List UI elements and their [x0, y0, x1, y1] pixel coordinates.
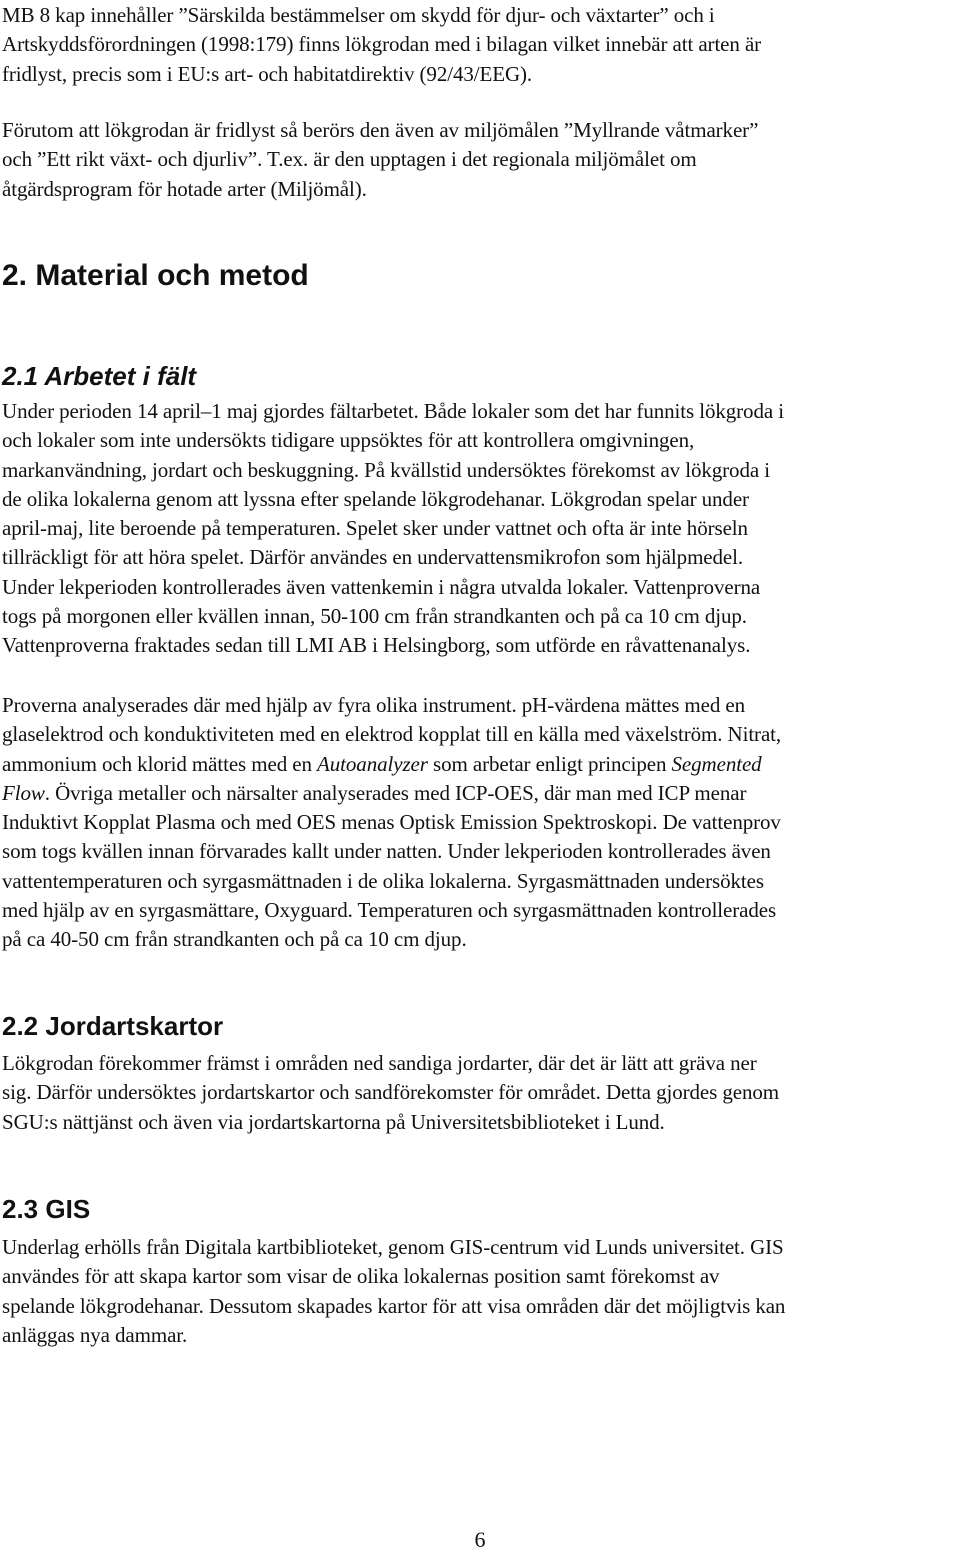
text-line: MB 8 kap innehåller ”Särskilda bestämmelser om skydd för djur- och växtarter” och i	[2, 3, 715, 27]
text-line: de olika lokalerna genom att lyssna efter spelande lökgrodehanar. Lökgrodan spelar under	[2, 486, 749, 511]
italic-term: Autoanalyzer	[317, 751, 428, 776]
text-segment: som arbetar enligt principen	[427, 751, 672, 776]
italic-term: Flow	[2, 780, 45, 805]
text-segment: . Övriga metaller och närsalter analyserades med ICP-OES, där man med ICP menar	[44, 780, 747, 805]
text-line: anläggas nya dammar.	[2, 1322, 188, 1347]
paragraph-analysis	[2, 691, 960, 955]
text-segment: ammonium och klorid mättes med en	[2, 751, 318, 776]
text-line: spelande lökgrodehanar. Dessutom skapades kartor för att visa områden där det möjligtvis kan	[2, 1293, 786, 1318]
text-line: april-maj, lite beroende på temperaturen. Spelet sker under vattnet och ofta är inte hörseln	[2, 516, 748, 541]
heading-text: 2.3 GIS	[2, 1194, 91, 1224]
text-line: tillräckligt för att höra spelet. Därför användes en undervattensmikrofon som hjälpmedel.	[2, 545, 744, 570]
text-line: sig. Därför undersöktes jordartskartor och sandförekomster för området. Detta gjordes genom	[2, 1080, 779, 1105]
paragraph-intro-law	[2, 1, 960, 89]
paragraph-text	[2, 397, 960, 661]
paragraph-text	[2, 116, 960, 204]
heading-text: 2.1 Arbetet i fält	[2, 361, 197, 391]
heading-text: 2. Material och metod	[2, 259, 309, 292]
text-line: åtgärdsprogram för hotade arter (Miljömål).	[2, 176, 367, 201]
text-line: togs på morgonen eller kvällen innan, 50-100 cm från strandkanten och på ca 10 cm djup.	[2, 604, 747, 629]
italic-term: Segmented	[671, 751, 762, 776]
subsection-heading-arbetet-i-falt	[2, 360, 196, 392]
text-line: Underlag erhölls från Digitala kartbiblioteket, genom GIS-centrum vid Lunds universitet. GIS	[2, 1235, 784, 1259]
text-line: Under perioden 14 april–1 maj gjordes fältarbetet. Både lokaler som det har funnits lökgroda i	[2, 399, 784, 423]
paragraph-text	[2, 1049, 960, 1137]
text-line: Artskyddsförordningen (1998:179) finns lökgrodan med i bilagan vilket innebär att arten är	[2, 32, 762, 57]
text-line: SGU:s nättjänst och även via jordartskartorna på Universitetsbiblioteket i Lund.	[2, 1109, 665, 1134]
text-line: på ca 40-50 cm från strandkanten och på ca 10 cm djup.	[2, 927, 467, 952]
paragraph-text	[2, 1, 960, 89]
text-line	[2, 779, 960, 808]
paragraph-text	[2, 691, 960, 955]
page-number: 6	[474, 1527, 486, 1552]
paragraph-text	[2, 1233, 960, 1350]
text-line: Lökgrodan förekommer främst i områden ned sandiga jordarter, där det är lätt att gräva ner	[2, 1051, 757, 1075]
text-line: Induktivt Kopplat Plasma och med OES menas Optisk Emission Spektroskopi. De vattenprov	[2, 810, 781, 835]
text-line: fridlyst, precis som i EU:s art- och habitatdirektiv (92/43/EEG).	[2, 61, 533, 86]
text-line: Vattenproverna fraktades sedan till LMI AB i Helsingborg, som utförde en råvattenanalys.	[2, 633, 751, 658]
heading-text: 2.2 Jordartskartor	[2, 1011, 224, 1041]
text-line: Förutom att lökgrodan är fridlyst så berörs den även av miljömålen ”Myllrande våtmarker”	[2, 118, 759, 142]
text-line: glaselektrod och konduktiviteten med en elektrod kopplat till en källa med växelström. Nitrat,	[2, 722, 782, 747]
text-line: och ”Ett rikt växt- och djurliv”. T.ex. är den upptagen i det regionala miljömålet om	[2, 147, 697, 172]
paragraph-fieldwork	[2, 397, 960, 661]
subsection-heading-gis	[2, 1193, 90, 1225]
text-line: som togs kvällen innan förvarades kallt under natten. Under lekperioden kontrollerades även	[2, 839, 771, 864]
text-line: Proverna analyserades där med hjälp av fyra olika instrument. pH-värdena mättes med en	[2, 693, 746, 717]
section-heading-material-metod	[2, 258, 309, 294]
text-line: markanvändning, jordart och beskuggning. På kvällstid undersöktes förekomst av lökgroda i	[2, 457, 770, 482]
paragraph-soil-maps	[2, 1049, 960, 1137]
paragraph-gis	[2, 1233, 960, 1350]
text-line: med hjälp av en syrgasmättare, Oxyguard. Temperaturen och syrgasmättnaden kontrollerades	[2, 898, 777, 923]
text-line: Under lekperioden kontrollerades även vattenkemin i några utvalda lokaler. Vattenproverna	[2, 574, 761, 599]
text-line: användes för att skapa kartor som visar de olika lokalernas position samt förekomst av	[2, 1264, 720, 1289]
subsection-heading-jordartskartor	[2, 1010, 223, 1042]
text-line: vattentemperaturen och syrgasmättnaden i de olika lokalerna. Syrgasmättnaden undersöktes	[2, 868, 764, 893]
text-line: och lokaler som inte undersökts tidigare uppsöktes för att kontrollera omgivningen,	[2, 428, 695, 453]
text-line	[2, 750, 960, 779]
paragraph-environment-goals	[2, 116, 960, 204]
